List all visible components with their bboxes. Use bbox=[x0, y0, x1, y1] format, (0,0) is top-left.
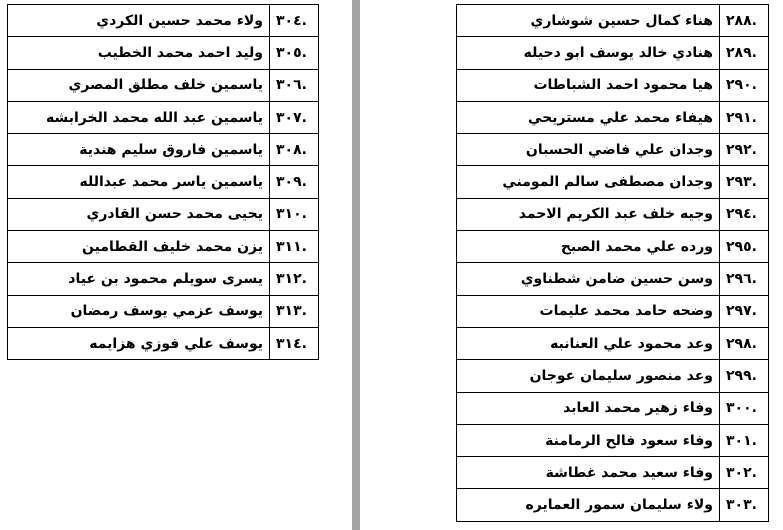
person-name: يسرى سويلم محمود بن عياد bbox=[8, 263, 270, 295]
row-number: .٣١٣ bbox=[270, 295, 319, 327]
table-row bbox=[457, 263, 769, 295]
row-number: .٣١٤ bbox=[270, 327, 319, 359]
table-row bbox=[457, 69, 769, 101]
person-name: هناء كمال حسين شوشاري bbox=[457, 5, 720, 37]
table-row bbox=[8, 295, 319, 327]
row-number: .٢٩٤ bbox=[720, 198, 769, 230]
row-number: .٣١٠ bbox=[270, 198, 319, 230]
person-name: يحيى محمد حسن القادري bbox=[8, 198, 270, 230]
names-table-right bbox=[456, 4, 769, 522]
row-number: .٣٠٥ bbox=[270, 37, 319, 69]
person-name: وليد احمد محمد الخطيب bbox=[8, 37, 270, 69]
table-row bbox=[457, 424, 769, 456]
person-name: ياسمين ياسر محمد عبدالله bbox=[8, 166, 270, 198]
row-number: .٢٩٩ bbox=[720, 360, 769, 392]
person-name: يوسف عزمي يوسف رمضان bbox=[8, 295, 270, 327]
table-row bbox=[457, 5, 769, 37]
person-name: وضحه حامد محمد عليمات bbox=[457, 295, 720, 327]
person-name: هنادي خالد يوسف ابو دحيله bbox=[457, 37, 720, 69]
table-row bbox=[8, 37, 319, 69]
person-name: وعد منصور سليمان عوجان bbox=[457, 360, 720, 392]
row-number: .٢٩٠ bbox=[720, 69, 769, 101]
table-row bbox=[8, 101, 319, 133]
row-number: .٢٩٢ bbox=[720, 134, 769, 166]
row-number: .٢٩٥ bbox=[720, 231, 769, 263]
table-row bbox=[457, 489, 769, 521]
table-row bbox=[457, 166, 769, 198]
row-number: .٣٠٢ bbox=[720, 457, 769, 489]
person-name: وفاء زهير محمد العابد bbox=[457, 392, 720, 424]
person-name: وفاء سعيد محمد غطاشة bbox=[457, 457, 720, 489]
row-number: .٣٠٣ bbox=[720, 489, 769, 521]
row-number: .٣٠٧ bbox=[270, 101, 319, 133]
table-row bbox=[457, 101, 769, 133]
person-name: وجيه خلف عبد الكريم الاحمد bbox=[457, 198, 720, 230]
row-number: .٣٠٩ bbox=[270, 166, 319, 198]
table-row bbox=[457, 134, 769, 166]
person-name: ورده علي محمد الصبح bbox=[457, 231, 720, 263]
table-row bbox=[8, 327, 319, 359]
row-number: .٣١١ bbox=[270, 231, 319, 263]
row-number: .٢٩٨ bbox=[720, 327, 769, 359]
row-number: .٢٨٩ bbox=[720, 37, 769, 69]
row-number: .٣١٢ bbox=[270, 263, 319, 295]
person-name: وفاء سعود فالح الرمامنة bbox=[457, 424, 720, 456]
table-row bbox=[457, 360, 769, 392]
person-name: ياسمين عبد الله محمد الخرابشه bbox=[8, 101, 270, 133]
table-row bbox=[457, 457, 769, 489]
person-name: ياسمين خلف مطلق المصري bbox=[8, 69, 270, 101]
row-number: .٢٨٨ bbox=[720, 5, 769, 37]
person-name: وجدان مصطفى سالم المومني bbox=[457, 166, 720, 198]
table-row bbox=[8, 263, 319, 295]
person-name: يزن محمد خليف القطامين bbox=[8, 231, 270, 263]
names-table-left bbox=[7, 4, 319, 360]
table-row bbox=[8, 198, 319, 230]
table-row bbox=[8, 134, 319, 166]
row-number: .٣٠١ bbox=[720, 424, 769, 456]
row-number: .٢٩٧ bbox=[720, 295, 769, 327]
person-name: وجدان علي فاضي الحسبان bbox=[457, 134, 720, 166]
row-number: .٢٩٣ bbox=[720, 166, 769, 198]
person-name: ولاء محمد حسين الكردي bbox=[8, 5, 270, 37]
person-name: ولاء سليمان سمور العمايره bbox=[457, 489, 720, 521]
person-name: يوسف علي فوزي هزايمه bbox=[8, 327, 270, 359]
table-row bbox=[8, 166, 319, 198]
person-name: ياسمين فاروق سليم هندية bbox=[8, 134, 270, 166]
row-number: .٣٠٠ bbox=[720, 392, 769, 424]
row-number: .٢٩٦ bbox=[720, 263, 769, 295]
table-row bbox=[8, 5, 319, 37]
row-number: .٣٠٦ bbox=[270, 69, 319, 101]
table-row bbox=[457, 295, 769, 327]
row-number: .٢٩١ bbox=[720, 101, 769, 133]
table-row bbox=[457, 37, 769, 69]
row-number: .٣٠٨ bbox=[270, 134, 319, 166]
person-name: هيا محمود احمد الشباطات bbox=[457, 69, 720, 101]
column-divider bbox=[352, 0, 360, 530]
table-row bbox=[457, 327, 769, 359]
table-row bbox=[457, 392, 769, 424]
person-name: هيفاء محمد علي مستريحي bbox=[457, 101, 720, 133]
table-row bbox=[8, 69, 319, 101]
table-row bbox=[457, 231, 769, 263]
row-number: .٣٠٤ bbox=[270, 5, 319, 37]
person-name: وعد محمود علي العنانبه bbox=[457, 327, 720, 359]
person-name: وسن حسين ضامن شطناوي bbox=[457, 263, 720, 295]
table-row bbox=[8, 231, 319, 263]
table-row bbox=[457, 198, 769, 230]
